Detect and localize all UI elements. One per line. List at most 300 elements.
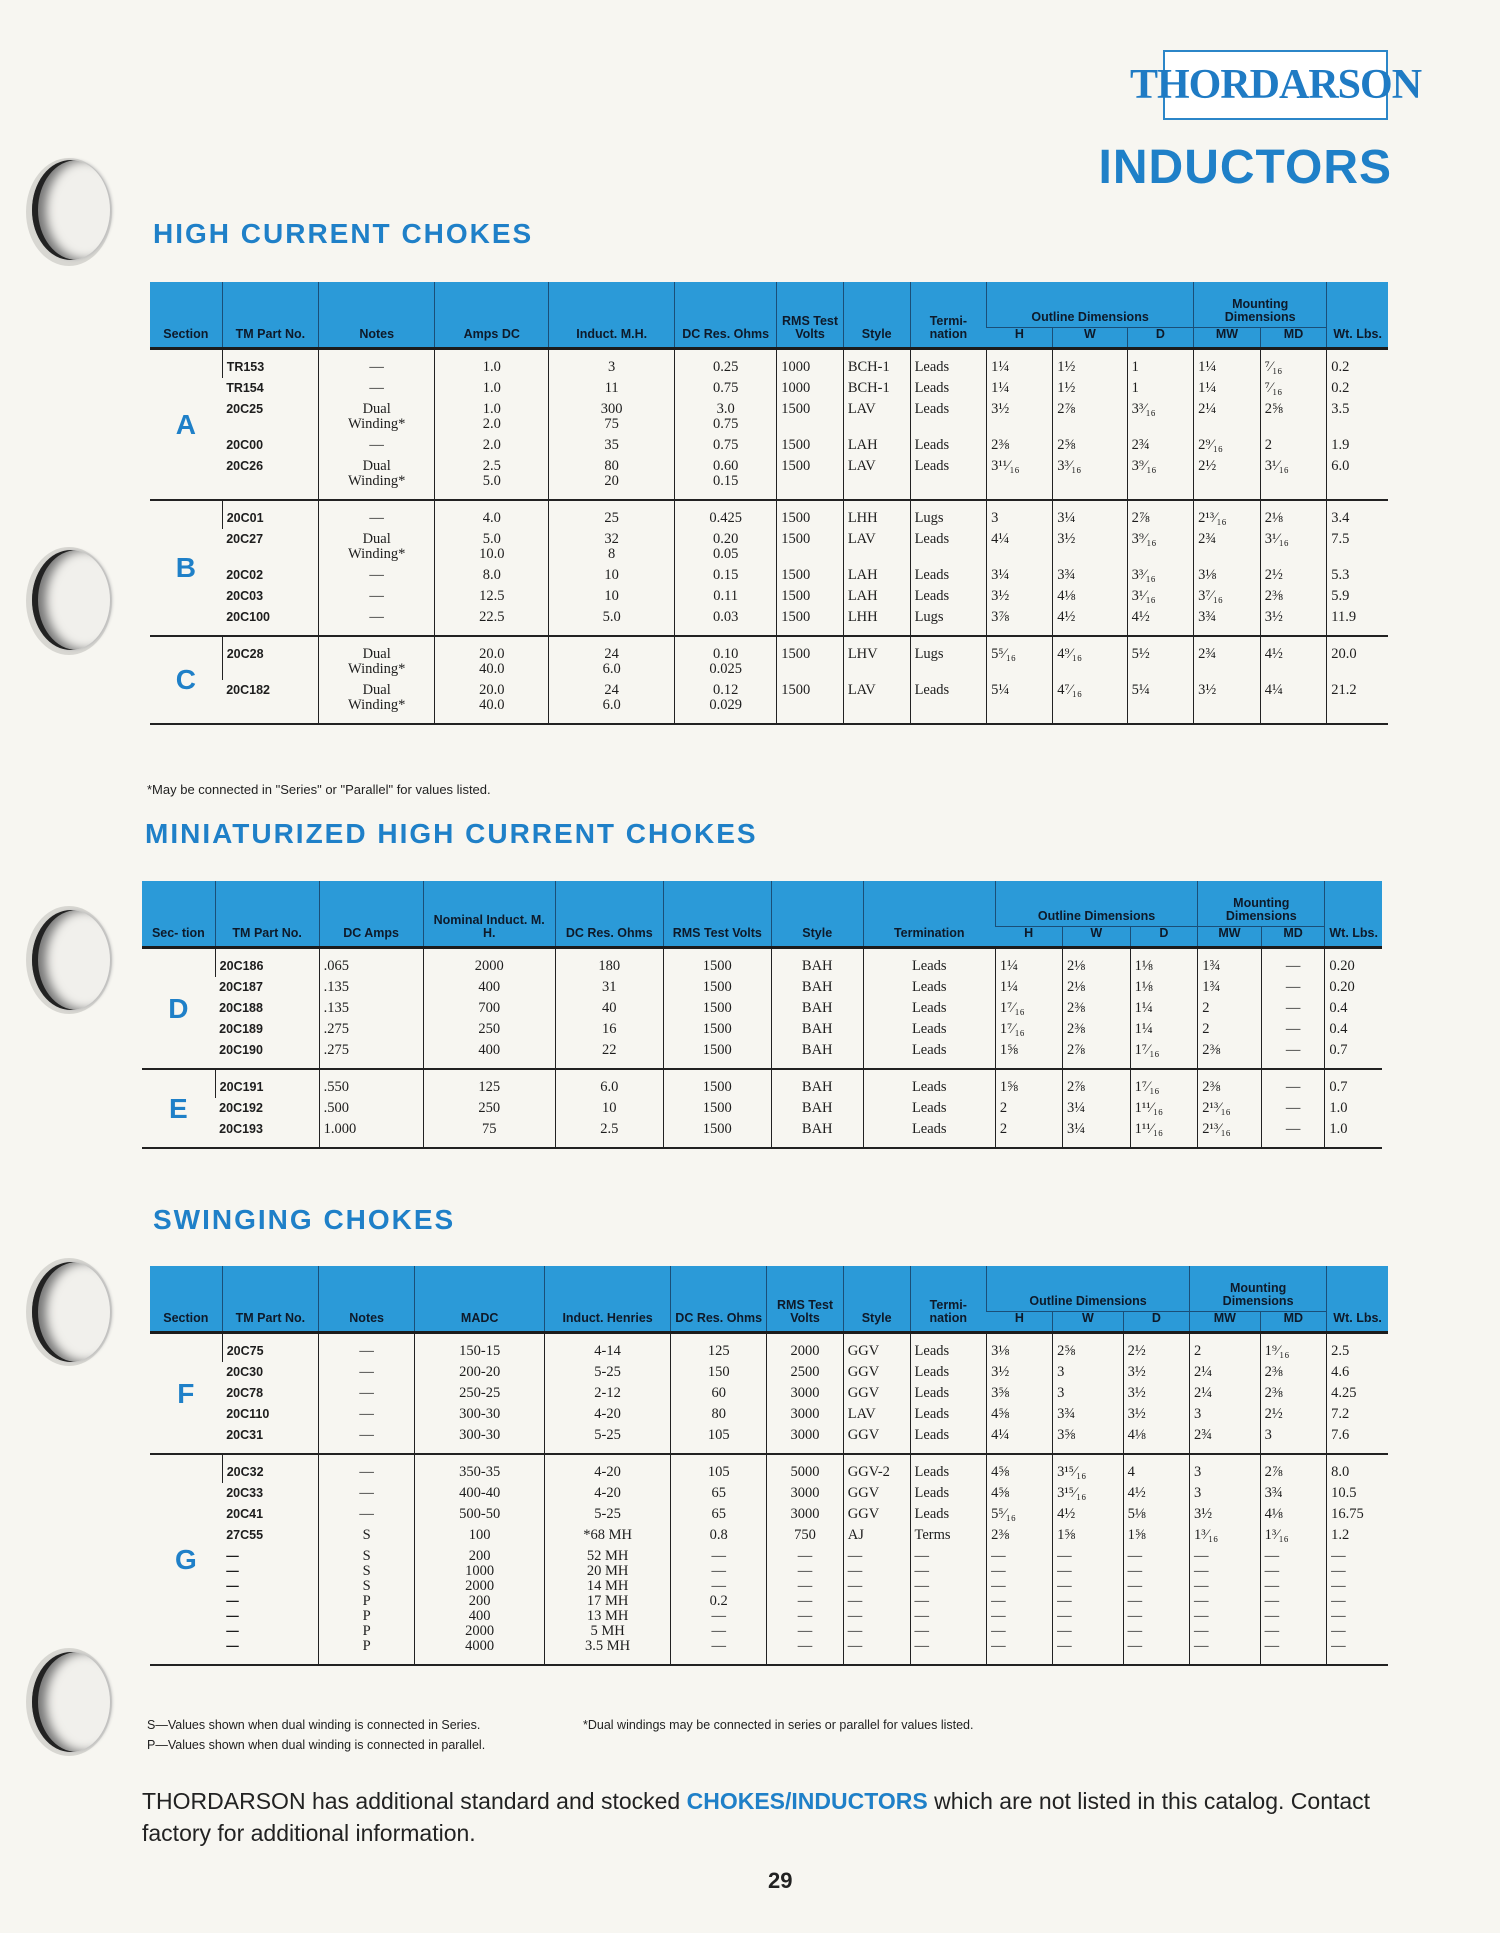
cell-style: [843, 1333, 910, 1363]
cell-text: Leads: [914, 380, 950, 396]
cell-text: 300-30: [459, 1406, 501, 1422]
cell-text: Winding*: [347, 416, 406, 432]
cell-part: [222, 349, 318, 379]
cell-notes: [319, 1404, 415, 1425]
cell-text: 3: [1264, 1427, 1272, 1443]
section-letter: G: [174, 1543, 197, 1575]
cell-h: [987, 636, 1053, 680]
cell-w: [1053, 529, 1127, 565]
cell-text: —: [226, 1609, 239, 1623]
cell-induct: [545, 1404, 671, 1425]
cell-text: 2000: [474, 958, 504, 974]
cell-text: 2⅜: [991, 1527, 1010, 1543]
cell-text: 0.4: [1329, 1021, 1348, 1037]
cell-notes: [319, 586, 435, 607]
col-dcres: DC Res. Ohms: [671, 1266, 767, 1333]
table-row: [150, 1504, 1388, 1525]
cell-text: 4⅛: [1057, 588, 1076, 604]
cell-notes: [319, 529, 435, 565]
col-d: D: [1130, 927, 1198, 948]
cell-d: [1123, 1362, 1189, 1383]
cell-dcres: [675, 636, 777, 680]
cell-w: [1053, 399, 1127, 435]
cell-text: 300-30: [459, 1427, 501, 1443]
cell-text: LAV: [847, 458, 876, 474]
cell-text: 3⅝: [1057, 1427, 1076, 1443]
cell-text: Leads: [914, 1385, 950, 1401]
cell-text: —: [991, 1578, 1006, 1594]
cell-style: [771, 1069, 863, 1098]
cell-text: —: [1057, 1563, 1072, 1579]
cell-dcres: [675, 399, 777, 435]
cell-h: [987, 1483, 1053, 1504]
cell-induct: [545, 1333, 671, 1363]
cell-mw: [1194, 456, 1261, 500]
cell-text: 20C78: [226, 1386, 264, 1400]
cell-w: [1053, 586, 1127, 607]
cell-text: —: [914, 1578, 930, 1594]
cell-text: Leads: [914, 359, 950, 375]
cell-text: 3000: [790, 1485, 820, 1501]
table-row: [150, 378, 1388, 399]
cell-mw: [1198, 977, 1262, 998]
cell-text: 1500: [702, 1100, 732, 1116]
cell-term: [910, 565, 987, 586]
cell-text: 5¼: [991, 682, 1010, 698]
cell-text: 20C32: [226, 1465, 264, 1479]
cell-induct: [423, 1119, 555, 1148]
cell-text: —: [1127, 1608, 1143, 1624]
cell-induct: [549, 565, 675, 586]
cell-text: 1500: [781, 609, 811, 625]
cell-md: [1260, 500, 1327, 529]
col-notes: Notes: [319, 1266, 415, 1333]
cell-text: —: [1285, 958, 1301, 974]
cell-text: 3½: [1264, 609, 1283, 625]
col-induct: Induct. M.H.: [549, 282, 675, 349]
cell-notes: [319, 378, 435, 399]
cell-text: 1¼: [1198, 359, 1217, 375]
col-part: TM Part No.: [222, 282, 318, 349]
col-amps: Amps DC: [435, 282, 549, 349]
cell-dcres: [555, 1119, 663, 1148]
cell-text: 3¹⁄₁₆: [1131, 588, 1156, 604]
table-row: [150, 607, 1388, 636]
cell-text: Leads: [914, 682, 950, 698]
cell-text: 2½: [1127, 1343, 1146, 1359]
cell-term: [910, 399, 987, 435]
cell-text: 16.75: [1331, 1506, 1364, 1522]
cell-text: 3⁹⁄₁₆: [1131, 531, 1157, 547]
cell-md: [1260, 586, 1327, 607]
cell-text: 16: [602, 1021, 617, 1037]
cell-text: 1500: [702, 1021, 732, 1037]
cell-text: 20C26: [226, 459, 264, 473]
cell-text: 2½: [1264, 567, 1283, 583]
cell-text: —: [359, 1406, 374, 1422]
cell-mw: [1190, 1504, 1261, 1525]
cell-text: 20C110: [226, 1407, 270, 1421]
cell-text: 3⅝: [991, 1385, 1010, 1401]
cell-text: —: [1331, 1578, 1346, 1594]
cell-h: [987, 565, 1053, 586]
cell-w: [1062, 1040, 1130, 1069]
cell-text: —: [847, 1608, 863, 1624]
cell-mw: [1198, 1069, 1262, 1098]
cell-text: —: [797, 1608, 813, 1624]
cell-text: 3¼: [991, 567, 1010, 583]
cell-text: 1⅛: [1134, 979, 1153, 995]
cell-text: 2: [1264, 437, 1272, 453]
cell-text: 0.025: [709, 661, 742, 677]
cell-text: 4-14: [594, 1343, 621, 1359]
cell-text: —: [1285, 1000, 1301, 1016]
cell-text: —: [369, 380, 384, 396]
col-mounting: Mounting Dimensions: [1198, 881, 1325, 927]
cell-part: [222, 607, 318, 636]
cell-text: 1.000: [323, 1121, 357, 1137]
cell-text: 3¹⁵⁄₁₆: [1057, 1485, 1087, 1501]
cell-wt: [1327, 1333, 1388, 1363]
cell-text: S: [362, 1527, 371, 1543]
cell-h: [987, 1404, 1053, 1425]
cell-part: [222, 378, 318, 399]
cell-style: [771, 1040, 863, 1069]
cell-text: 3⁷⁄₁₆: [1198, 588, 1223, 604]
cell-text: 4½: [1264, 646, 1283, 662]
cell-d: [1130, 998, 1198, 1019]
col-mounting: Mounting Dimensions: [1190, 1266, 1327, 1312]
cell-text: GGV: [847, 1485, 880, 1501]
cell-text: .065: [323, 958, 349, 974]
cell-text: 11: [604, 380, 619, 396]
cell-text: LHV: [847, 646, 878, 662]
cell-text: 1.0: [1329, 1121, 1348, 1137]
table-row: [150, 1362, 1388, 1383]
cell-term: [910, 435, 987, 456]
cell-text: 2¼: [1194, 1385, 1213, 1401]
cell-text: 22.5: [479, 609, 505, 625]
cell-induct: [549, 456, 675, 500]
cell-text: —: [1331, 1623, 1346, 1639]
cell-text: —: [1057, 1623, 1072, 1639]
cell-w: [1062, 998, 1130, 1019]
cell-rms: [663, 1019, 771, 1040]
cell-text: 3¹⁵⁄₁₆: [1057, 1464, 1087, 1480]
cell-text: 0.60: [712, 458, 739, 474]
cell-mw: [1190, 1483, 1261, 1504]
cell-text: 2⅞: [1264, 1464, 1283, 1480]
cell-text: —: [1194, 1548, 1209, 1564]
cell-part: [215, 1069, 319, 1098]
cell-style: [771, 1098, 863, 1119]
cell-text: 4⅛: [1264, 1506, 1283, 1522]
cell-text: 3¹⁄₁₆: [1264, 531, 1289, 547]
cell-part: [215, 998, 319, 1019]
cell-induct: [549, 435, 675, 456]
cell-text: 3.0: [716, 401, 735, 417]
cell-text: —: [1127, 1593, 1143, 1609]
cell-amps: [319, 948, 423, 978]
cell-text: 7.5: [1331, 531, 1350, 547]
cell-text: 4⁹⁄₁₆: [1057, 646, 1083, 662]
cell-text: 3⅞: [991, 609, 1010, 625]
cell-style: [843, 1504, 910, 1525]
cell-text: 13 MH: [586, 1608, 629, 1624]
cell-induct: [545, 1504, 671, 1525]
cell-text: Lugs: [914, 510, 944, 526]
cell-mw: [1190, 1546, 1261, 1665]
cell-d: [1123, 1454, 1189, 1483]
cell-text: —: [1057, 1593, 1072, 1609]
cell-text: S: [362, 1563, 371, 1579]
cell-text: 2⅜: [1066, 1021, 1086, 1037]
cell-notes: [319, 565, 435, 586]
cell-text: 20C100: [226, 610, 270, 624]
cell-text: 0.75: [712, 416, 739, 432]
cell-text: Leads: [911, 1100, 947, 1116]
cell-text: 2¾: [1131, 437, 1150, 453]
cell-text: 200-20: [459, 1364, 501, 1380]
cell-dcres: [555, 977, 663, 998]
cell-text: 2⅞: [1057, 401, 1076, 417]
col-w: W: [1053, 328, 1127, 349]
cell-dcres: [555, 948, 663, 978]
cell-text: 4½: [1127, 1485, 1146, 1501]
table-row: [150, 1546, 1388, 1665]
cell-text: 2⅜: [991, 437, 1010, 453]
cell-md: [1260, 680, 1327, 724]
cell-text: 2¼: [1194, 1364, 1213, 1380]
cell-notes: [319, 456, 435, 500]
cell-text: 1000: [781, 359, 811, 375]
cell-wt: [1327, 1546, 1388, 1665]
cell-text: Leads: [911, 958, 947, 974]
cell-text: 65: [711, 1506, 726, 1522]
cell-text: 20C25: [226, 402, 264, 416]
cell-h: [987, 1425, 1053, 1454]
col-d: D: [1127, 328, 1194, 349]
cell-mw: [1194, 636, 1261, 680]
cell-text: —: [1194, 1578, 1209, 1594]
cell-text: 2⁹⁄₁₆: [1198, 437, 1223, 453]
cell-text: —: [1127, 1563, 1143, 1579]
cell-text: P: [362, 1623, 371, 1639]
cell-notes: [319, 680, 435, 724]
table-row: [150, 529, 1388, 565]
cell-text: 5.9: [1331, 588, 1350, 604]
section-title-swinging: SWINGING CHOKES: [153, 1204, 456, 1235]
cell-text: —: [1264, 1623, 1280, 1639]
group-b: [150, 500, 1388, 636]
cell-style: [843, 680, 910, 724]
cell-text: 40.0: [479, 697, 505, 713]
cell-wt: [1327, 1425, 1388, 1454]
cell-text: 11.9: [1331, 609, 1357, 625]
cell-dcres: [671, 1362, 767, 1383]
cell-text: 4⅝: [991, 1485, 1010, 1501]
cell-text: 75: [604, 416, 619, 432]
cell-text: 8.0: [1331, 1464, 1350, 1480]
cell-text: 2.0: [482, 416, 501, 432]
cell-text: 2.5: [1331, 1343, 1350, 1359]
cell-text: 2½: [1198, 458, 1217, 474]
cell-mw: [1190, 1404, 1261, 1425]
cell-text: —: [1331, 1608, 1346, 1624]
cell-text: —: [1331, 1593, 1346, 1609]
cell-dcres: [675, 500, 777, 529]
cell-md: [1260, 607, 1327, 636]
cell-text: —: [914, 1563, 930, 1579]
cell-text: 3.5 MH: [585, 1638, 631, 1654]
table-row: [150, 565, 1388, 586]
cell-text: 22: [602, 1042, 617, 1058]
cell-md: [1260, 435, 1327, 456]
cell-text: 2⅝: [1264, 401, 1283, 417]
cell-mw: [1198, 1098, 1262, 1119]
cell-madc: [415, 1425, 545, 1454]
cell-text: 80: [604, 458, 619, 474]
cell-text: —: [1194, 1608, 1209, 1624]
cell-text: BAH: [801, 1100, 833, 1116]
cell-text: 2.5: [600, 1121, 619, 1137]
cell-wt: [1327, 1525, 1388, 1546]
cell-text: 20C28: [226, 647, 264, 661]
cell-mw: [1190, 1333, 1261, 1363]
cell-md: [1261, 977, 1325, 998]
cell-text: 20: [604, 473, 619, 489]
cell-mw: [1198, 948, 1262, 978]
cell-text: 3⁹⁄₁₆: [1131, 458, 1157, 474]
cell-dcres: [671, 1504, 767, 1525]
cell-text: —: [797, 1548, 813, 1564]
table-row: [142, 1040, 1382, 1069]
cell-d: [1130, 977, 1198, 998]
section-letter: C: [175, 664, 196, 695]
cell-text: 0.11: [713, 588, 739, 604]
cell-notes: [319, 1504, 415, 1525]
cell-text: 5½: [1131, 646, 1150, 662]
cell-text: 3¾: [1198, 609, 1217, 625]
cell-text: 40: [602, 1000, 617, 1016]
cell-text: Leads: [914, 1506, 950, 1522]
col-part: TM Part No.: [215, 881, 319, 948]
cell-text: 5⁵⁄₁₆: [991, 646, 1016, 662]
cell-md: [1261, 1069, 1325, 1098]
cell-h: [995, 1119, 1062, 1148]
cell-notes: [319, 1525, 415, 1546]
table-row: [142, 1098, 1382, 1119]
cell-text: 4.25: [1331, 1385, 1357, 1401]
cell-wt: [1327, 399, 1388, 435]
cell-dcres: [675, 586, 777, 607]
section-title-high-current: HIGH CURRENT CHOKES: [153, 218, 534, 249]
cell-h: [987, 399, 1053, 435]
cell-wt: [1327, 586, 1388, 607]
cell-text: 0.15: [712, 567, 739, 583]
cell-text: 32: [604, 531, 619, 547]
cell-style: [843, 1425, 910, 1454]
col-w: W: [1053, 1312, 1124, 1333]
cell-text: 20C193: [219, 1122, 263, 1136]
cell-w: [1053, 1404, 1124, 1425]
cell-notes: [319, 435, 435, 456]
cell-text: 0.7: [1329, 1079, 1348, 1095]
col-style: Style: [843, 282, 910, 349]
cell-text: 6.0: [602, 697, 621, 713]
cell-induct: [549, 586, 675, 607]
cell-text: —: [847, 1563, 863, 1579]
cell-text: 0.75: [712, 437, 739, 453]
table-row: [150, 456, 1388, 500]
table-row: [150, 636, 1388, 680]
cell-text: 1⁷⁄₁₆: [1134, 1079, 1160, 1095]
cell-madc: [415, 1362, 545, 1383]
cell-text: 2.5: [482, 458, 501, 474]
closing-text-before: THORDARSON has additional standard and stocked: [142, 1788, 687, 1814]
cell-d: [1130, 948, 1198, 978]
table-row: [142, 1019, 1382, 1040]
cell-text: 100: [468, 1527, 491, 1543]
cell-mw: [1190, 1383, 1261, 1404]
cell-amps: [319, 1069, 423, 1098]
cell-text: Winding*: [347, 546, 406, 562]
cell-wt: [1327, 565, 1388, 586]
cell-text: Lugs: [914, 646, 944, 662]
cell-rms: [777, 378, 844, 399]
cell-text: 3½: [1194, 1506, 1213, 1522]
cell-dcres: [675, 680, 777, 724]
cell-md: [1260, 1483, 1327, 1504]
cell-w: [1062, 1069, 1130, 1098]
cell-text: 1500: [702, 958, 732, 974]
cell-text: 5000: [790, 1464, 820, 1480]
cell-text: —: [369, 510, 384, 526]
cell-text: LAV: [847, 531, 876, 547]
cell-h: [987, 1383, 1053, 1404]
cell-text: Leads: [911, 979, 947, 995]
cell-d: [1127, 456, 1194, 500]
cell-induct: [423, 998, 555, 1019]
cell-amps: [435, 349, 549, 379]
cell-wt: [1325, 948, 1382, 978]
cell-w: [1053, 1383, 1124, 1404]
cell-text: 20C27: [226, 532, 264, 546]
cell-w: [1062, 1019, 1130, 1040]
cell-text: 24: [604, 682, 619, 698]
cell-wt: [1325, 1069, 1382, 1098]
col-outline: Outline Dimensions: [987, 1266, 1190, 1312]
cell-text: AJ: [847, 1527, 864, 1543]
cell-induct: [423, 948, 555, 978]
cell-style: [843, 1483, 910, 1504]
cell-h: [987, 500, 1053, 529]
cell-term: [910, 636, 987, 680]
cell-text: —: [226, 1549, 239, 1563]
cell-h: [995, 1098, 1062, 1119]
cell-text: 180: [598, 958, 621, 974]
cell-d: [1123, 1404, 1189, 1425]
cell-text: 0.20: [712, 531, 739, 547]
cell-term: [863, 1019, 995, 1040]
cell-text: 2⅜: [1264, 1364, 1283, 1380]
cell-md: [1260, 1404, 1327, 1425]
cell-text: 2⅜: [1202, 1042, 1221, 1058]
cell-amps: [319, 998, 423, 1019]
cell-dcres: [671, 1525, 767, 1546]
cell-amps: [435, 586, 549, 607]
cell-text: 1¼: [999, 958, 1018, 974]
